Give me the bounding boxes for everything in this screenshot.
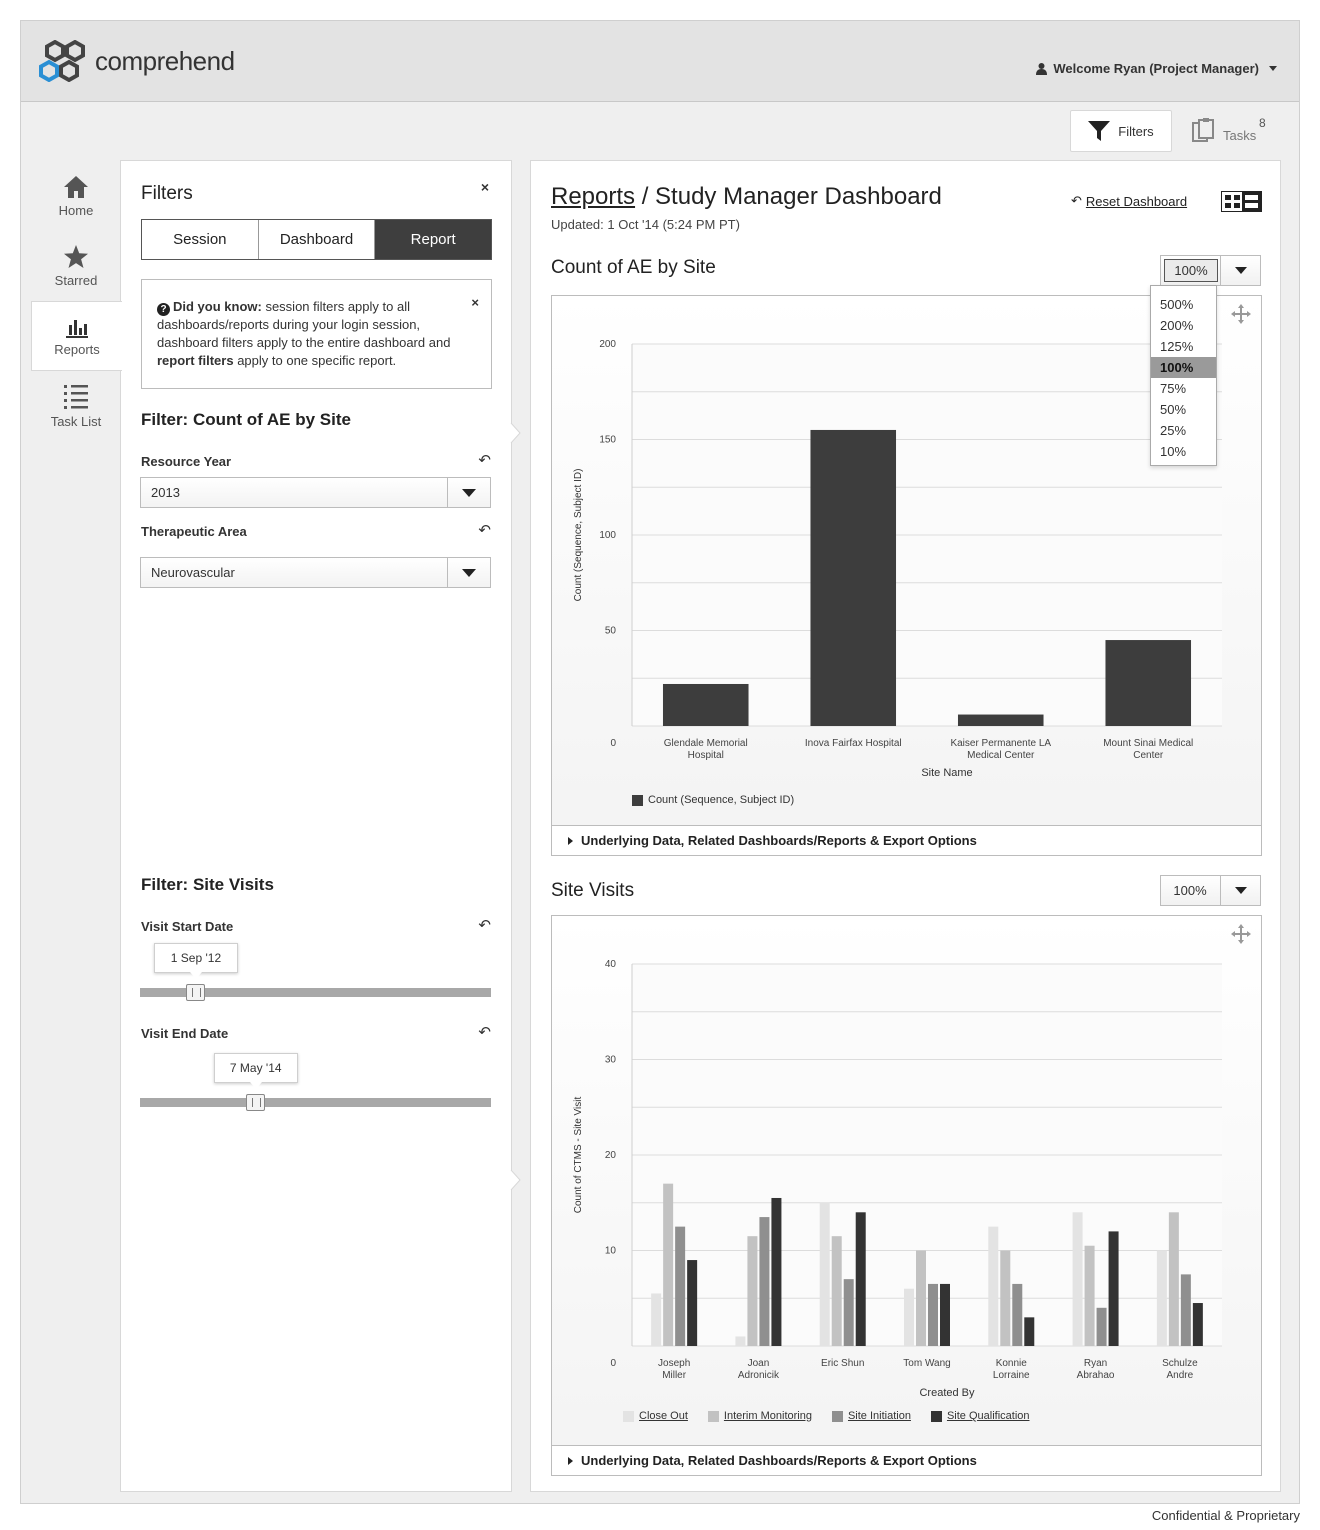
filters-toggle-label: Filters [1118, 123, 1154, 139]
x-tick-label: Ryan [1083, 1358, 1108, 1369]
nav-label-starred: Starred [54, 272, 98, 288]
x-tick-label: Glendale Memorial [663, 738, 748, 749]
did-you-know-tip [141, 279, 492, 389]
visit-end-label: Visit End Date [141, 1026, 229, 1041]
bar [988, 1227, 998, 1346]
chart1-zoom-value[interactable]: 100% [1164, 259, 1218, 282]
x-tick-label: Hospital [687, 750, 724, 761]
app-window [20, 20, 1300, 1504]
zoom-option[interactable]: 200% [1160, 318, 1194, 333]
bar [940, 1284, 950, 1346]
logo-text: comprehend [95, 45, 235, 76]
bar [663, 1184, 673, 1346]
legend-label: Site Qualification [946, 1410, 1030, 1422]
panel-pointer [507, 423, 521, 443]
zoom-option[interactable]: 50% [1160, 402, 1187, 417]
hexagon-logo-icon [39, 40, 91, 82]
left-navigation [31, 161, 121, 441]
legend-item[interactable] [708, 1410, 812, 1422]
bar [1193, 1303, 1203, 1346]
bar [856, 1212, 866, 1346]
star-icon [63, 245, 89, 269]
bar [759, 1217, 769, 1346]
tip-bold-2: report filters [157, 353, 234, 368]
bar [820, 1203, 830, 1346]
legend-item[interactable] [931, 1410, 1030, 1422]
legend-swatch [708, 1411, 719, 1422]
bar [663, 684, 749, 726]
bar [1109, 1231, 1119, 1346]
x-tick-label: Lorraine [992, 1370, 1030, 1381]
chevron-down-icon[interactable] [447, 558, 490, 587]
tasks-button[interactable] [1191, 110, 1281, 152]
chart1-zoom-select[interactable] [1160, 255, 1261, 286]
legend-label: Interim Monitoring [723, 1410, 812, 1422]
chevron-down-icon[interactable] [447, 478, 490, 507]
x-tick-label: Miller [662, 1370, 687, 1381]
filter-scope-tabs [141, 219, 492, 260]
bar [1024, 1317, 1034, 1346]
bar [1105, 640, 1191, 726]
home-icon [63, 175, 89, 199]
therapeutic-area-value: Neurovascular [151, 565, 235, 580]
user-menu[interactable] [1036, 61, 1277, 76]
visit-end-handle[interactable] [246, 1094, 265, 1111]
y-tick-label: 100 [599, 530, 616, 541]
zoom-option[interactable]: 125% [1160, 339, 1194, 354]
therapeutic-area-label: Therapeutic Area [141, 524, 247, 539]
bar [675, 1227, 685, 1346]
bar [904, 1289, 914, 1346]
visit-start-handle[interactable] [186, 984, 205, 1001]
nav-item-home[interactable] [31, 161, 121, 231]
welcome-text: Welcome Ryan (Project Manager) [1053, 61, 1259, 76]
bar [735, 1336, 745, 1346]
bar [1181, 1274, 1191, 1346]
chart2-legend [623, 1410, 1030, 1422]
bar [1073, 1212, 1083, 1346]
reset-arrow-icon: ↶ [1071, 193, 1082, 208]
visit-start-label: Visit Start Date [141, 919, 234, 934]
x-tick-label: Medical Center [967, 750, 1035, 761]
comprehend-logo[interactable] [39, 39, 235, 83]
x-tick-label: Adronicik [737, 1370, 779, 1381]
y-tick-label: 0 [610, 738, 616, 749]
bar [1012, 1284, 1022, 1346]
funnel-icon [1088, 121, 1110, 141]
filter-section-title-ae: Filter: Count of AE by Site [141, 410, 351, 429]
clipboard-icon [1191, 118, 1217, 144]
y-tick-label: 50 [604, 625, 616, 637]
tab-dashboard[interactable]: Dashboard [259, 220, 376, 259]
chart1-footer-label: Underlying Data, Related Dashboards/Reports & Export Options [581, 833, 977, 848]
legend-label: Close Out [639, 1410, 688, 1422]
chart-title-site-visits: Site Visits [551, 880, 635, 901]
zoom-option[interactable]: 500% [1160, 297, 1194, 312]
tab-report[interactable]: Report [375, 220, 491, 259]
visit-end-slider[interactable] [140, 1098, 491, 1107]
chart-title-ae-by-site: Count of AE by Site [551, 257, 716, 278]
legend-label: Count (Sequence, Subject ID) [648, 794, 795, 806]
legend-item[interactable] [623, 1410, 688, 1422]
tip-close-icon[interactable]: × [471, 295, 479, 310]
chart2-svg [552, 916, 1261, 1446]
bar [1169, 1212, 1179, 1346]
chevron-down-icon [1269, 66, 1277, 71]
undo-icon[interactable]: ↶ [478, 1024, 491, 1041]
page-title-text: / Study Manager Dashboard [635, 183, 942, 210]
chevron-down-icon[interactable] [1220, 256, 1260, 285]
x-tick-label: Inova Fairfax Hospital [804, 738, 902, 749]
reset-dashboard-link[interactable] [1071, 193, 1187, 209]
legend-swatch [623, 1411, 634, 1422]
expand-arrow-icon [568, 1457, 573, 1465]
filters-panel [120, 160, 512, 1492]
chart1-underlying-data-toggle[interactable] [552, 825, 1261, 855]
tip-lead: Did you know: [173, 299, 262, 314]
tasks-count-badge: 8 [1259, 116, 1266, 130]
zoom-option[interactable]: 25% [1160, 423, 1187, 438]
confidential-footer: Confidential & Proprietary [1151, 1508, 1300, 1523]
resource-year-value: 2013 [151, 485, 180, 500]
x-tick-label: Schulze [1162, 1358, 1198, 1369]
bar [1097, 1308, 1107, 1346]
updated-timestamp: Updated: 1 Oct '14 (5:24 PM PT) [551, 217, 740, 232]
y-tick-label: 40 [604, 959, 616, 970]
reset-dashboard-label: Reset Dashboard [1085, 193, 1188, 209]
y-tick-label: 20 [604, 1150, 616, 1161]
visit-start-slider[interactable] [140, 988, 491, 997]
x-tick-label: Andre [1166, 1370, 1194, 1381]
x-tick-label: Joan [747, 1358, 770, 1369]
therapeutic-area-select[interactable] [140, 557, 491, 588]
chart2-container [551, 915, 1262, 1476]
layout-toggle-icon[interactable] [1221, 191, 1262, 212]
legend-swatch [632, 795, 643, 806]
page-title [551, 183, 942, 211]
bar-chart-icon [65, 316, 89, 338]
tab-session[interactable]: Session [142, 220, 259, 259]
nav-label-home: Home [58, 202, 94, 218]
undo-icon[interactable]: ↶ [478, 917, 491, 934]
chart2-underlying-data-toggle[interactable] [552, 1445, 1261, 1475]
y-tick-label: 200 [599, 339, 616, 350]
filters-toggle-button[interactable] [1070, 110, 1172, 152]
close-icon[interactable]: × [480, 179, 489, 195]
x-axis-label: Created By [919, 1387, 975, 1399]
y-tick-label: 0 [610, 1358, 616, 1369]
bar [810, 430, 896, 726]
bar [1000, 1251, 1010, 1347]
chevron-down-icon[interactable] [1220, 876, 1260, 905]
zoom-dropdown-menu [1150, 285, 1217, 466]
nav-item-reports[interactable] [31, 301, 122, 371]
undo-icon[interactable]: ↶ [478, 522, 491, 539]
tip-text-1: session filters apply to all dashboards/reports during your login session, dashboard filters apply to the entire dashboard and [157, 299, 451, 350]
legend-item[interactable] [632, 794, 794, 806]
bar [651, 1293, 661, 1346]
nav-label-task-list: Task List [50, 413, 102, 429]
filters-panel-title: Filters [141, 183, 193, 204]
breadcrumb-reports-link[interactable]: Reports [551, 183, 636, 210]
tasks-label: Tasks [1223, 127, 1257, 143]
bar [771, 1198, 781, 1346]
bar [958, 715, 1044, 726]
nav-item-task-list[interactable] [31, 371, 121, 441]
visit-end-tooltip: 7 May '14 [214, 1053, 298, 1083]
x-tick-label: Mount Sinai Medical [1103, 738, 1194, 749]
nav-label-reports: Reports [54, 341, 100, 357]
bar [1157, 1251, 1167, 1347]
y-tick-label: 150 [599, 434, 616, 446]
list-icon [63, 384, 89, 410]
filter-section-title-site-visits: Filter: Site Visits [141, 875, 274, 894]
y-tick-label: 10 [604, 1245, 616, 1257]
bar [832, 1236, 842, 1346]
x-tick-label: Tom Wang [903, 1358, 951, 1369]
x-tick-label: Joseph [658, 1358, 691, 1369]
x-tick-label: Abrahao [1076, 1370, 1115, 1381]
chart2-footer-label: Underlying Data, Related Dashboards/Reports & Export Options [581, 1453, 977, 1468]
resource-year-label: Resource Year [141, 454, 232, 469]
x-tick-label: Center [1133, 750, 1164, 761]
legend-item[interactable] [832, 1410, 911, 1422]
chart2-zoom-value[interactable]: 100% [1173, 883, 1207, 898]
bar [844, 1279, 854, 1346]
bar [687, 1260, 697, 1346]
tip-text-2: apply to one specific report. [233, 353, 397, 368]
bar [747, 1236, 757, 1346]
x-tick-label: Konnie [995, 1358, 1027, 1369]
chart2-zoom-select[interactable] [1160, 875, 1261, 906]
x-axis-label: Site Name [921, 767, 973, 779]
y-axis-label: Count (Sequence, Subject ID) [573, 468, 584, 602]
y-tick-label: 30 [604, 1054, 616, 1066]
bar [928, 1284, 938, 1346]
legend-swatch [931, 1411, 942, 1422]
visit-start-tooltip: 1 Sep '12 [154, 943, 238, 973]
zoom-option[interactable]: 75% [1160, 381, 1187, 396]
resource-year-select[interactable] [140, 477, 491, 508]
user-icon [1036, 63, 1047, 75]
chart1-legend [632, 794, 794, 806]
undo-icon[interactable]: ↶ [478, 452, 491, 469]
panel-pointer [507, 1170, 521, 1190]
y-axis-label: Count of CTMS - Site Visit [573, 1096, 584, 1214]
legend-label: Site Initiation [847, 1410, 911, 1422]
x-tick-label: Kaiser Permanente LA [950, 738, 1052, 749]
x-tick-label: Eric Shun [821, 1358, 865, 1369]
zoom-option[interactable]: 100% [1151, 357, 1216, 378]
legend-swatch [832, 1411, 843, 1422]
bar [916, 1251, 926, 1347]
zoom-option[interactable]: 10% [1160, 444, 1187, 459]
expand-arrow-icon [568, 837, 573, 845]
bar [1085, 1246, 1095, 1346]
grid-layout-icon [1222, 192, 1261, 211]
top-bar [21, 21, 1299, 102]
nav-item-starred[interactable] [31, 231, 121, 301]
question-icon: ? [157, 303, 170, 316]
